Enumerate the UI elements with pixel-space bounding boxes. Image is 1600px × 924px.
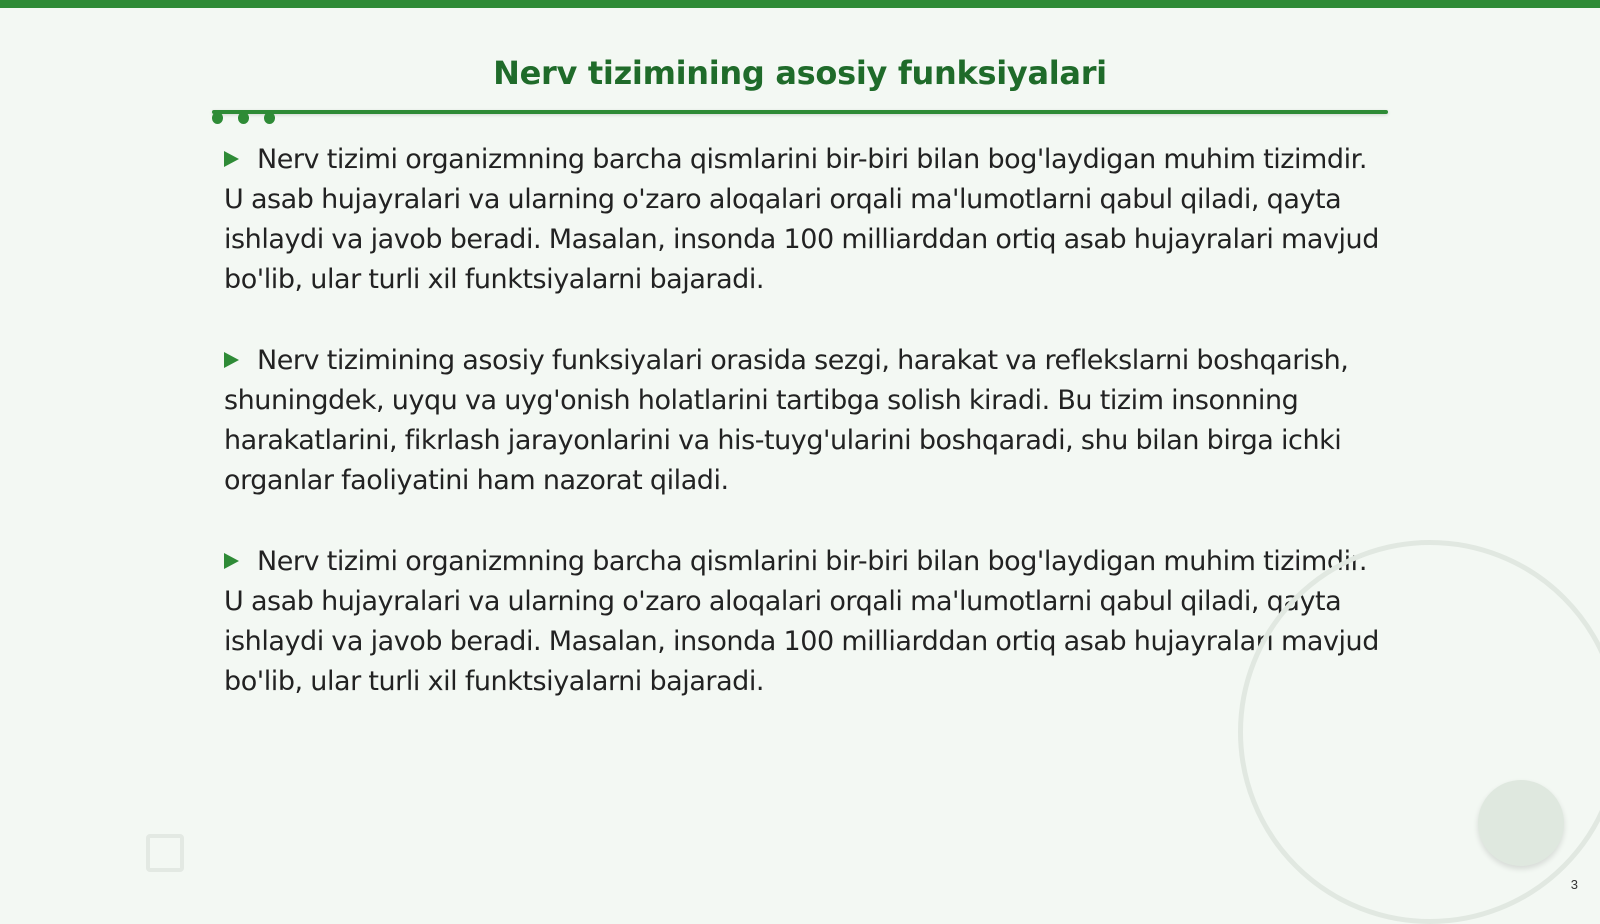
bullet-paragraph — [224, 542, 1392, 702]
paragraph-text: Nerv tizimi organizmning barcha qismlarini bir-biri bilan bog'laydigan muhim tizimdir. U asab hujayralari va ularning o'zaro aloqalari orqali ma'lumotlarni qabul qiladi, qayta ishlaydi va javob beradi. Masalan, insonda 100 milliarddan ortiq asab hujayralari mavjud bo'lib, ular turli xil funktsiyalarni bajaradi. — [224, 546, 1379, 697]
slide-title: Nerv tizimining asosiy funksiyalari — [493, 54, 1107, 92]
decorative-ring — [1238, 540, 1600, 924]
top-accent-bar — [0, 0, 1600, 8]
decorative-square — [146, 834, 184, 872]
page-number: 3 — [1570, 877, 1578, 892]
paragraph-text: Nerv tizimi organizmning barcha qismlarini bir-biri bilan bog'laydigan muhim tizimdir. U asab hujayralari va ularning o'zaro aloqalari orqali ma'lumotlarni qabul qiladi, qayta ishlaydi va javob beradi. Masalan, insonda 100 milliarddan ortiq asab hujayralari mavjud bo'lib, ular turli xil funktsiyalarni bajaradi. — [224, 144, 1379, 295]
underline-dot — [264, 112, 275, 124]
underline-dot — [212, 112, 223, 124]
title-underline — [212, 110, 1388, 114]
triangle-bullet-icon — [224, 151, 239, 167]
bullet-paragraph — [224, 140, 1392, 300]
underline-dot — [238, 112, 249, 124]
decorative-circle — [1478, 780, 1564, 866]
triangle-bullet-icon — [224, 553, 239, 569]
bullet-paragraph — [224, 341, 1392, 501]
slide-body — [224, 140, 1392, 743]
triangle-bullet-icon — [224, 352, 239, 368]
paragraph-text: Nerv tizimining asosiy funksiyalari orasida sezgi, harakat va reflekslarni boshqarish, shuningdek, uyqu va uyg'onish holatlarini tartibga solish kiradi. Bu tizim insonning harakatlarini, fikrlash jarayonlarini va his-tuyg'ularini boshqaradi, shu bilan birga ichki organlar faoliyatini ham nazorat qiladi. — [224, 345, 1349, 496]
